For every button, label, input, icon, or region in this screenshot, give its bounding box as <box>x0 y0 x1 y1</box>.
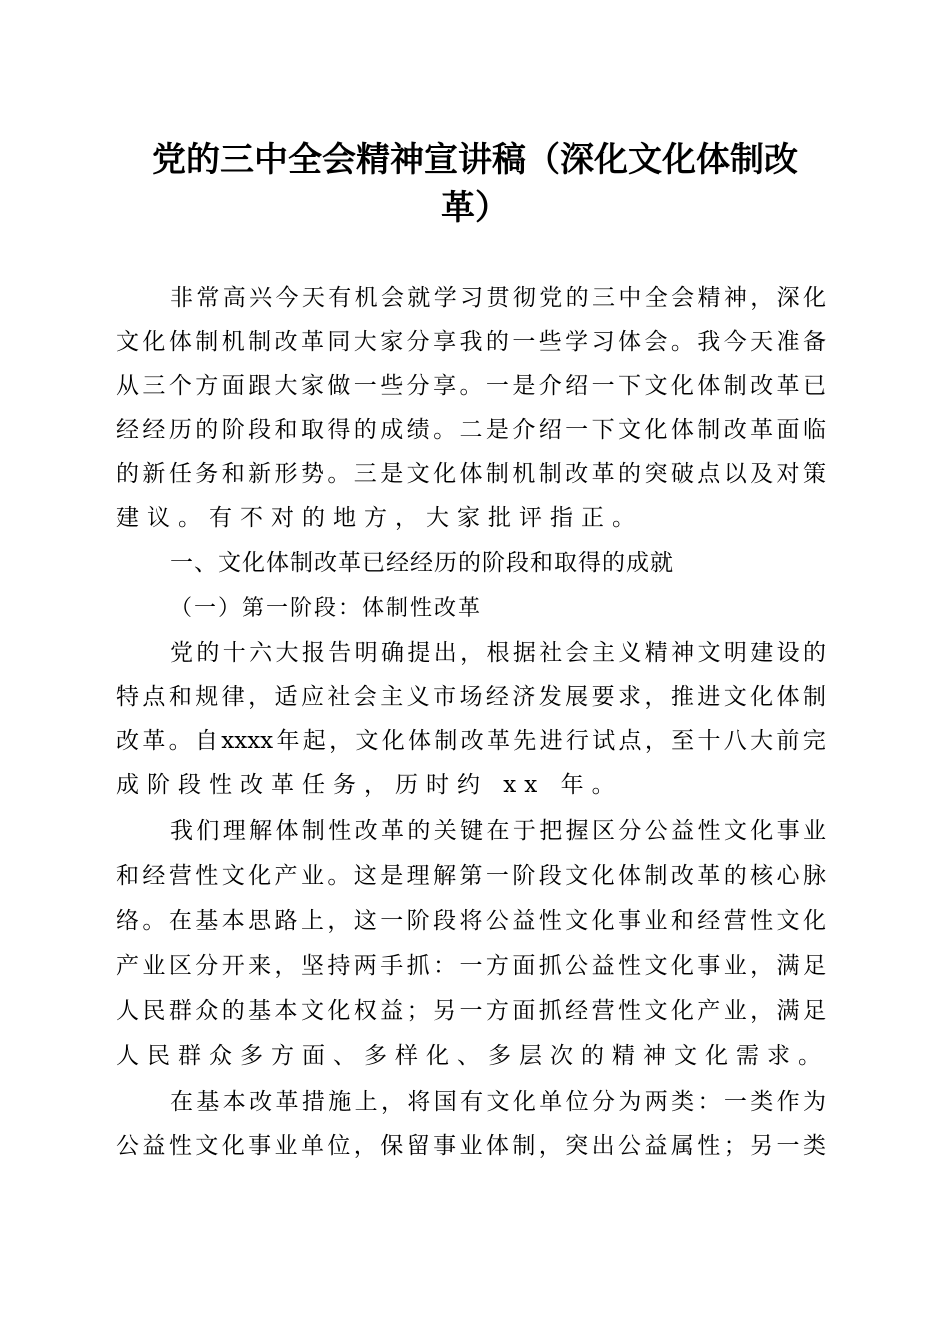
paragraph-3-line-6: 人民群众多方面、多样化、多层次的精神文化需求。 <box>116 1043 829 1069</box>
paragraph-3-line-3: 络 。 在 基 本 思 路 上 ， 这 一 阶 段 将 公 益 性 文 化 事 业 和 经 营 性 文 化 <box>116 908 826 934</box>
section-heading-1: 一、文化体制改革已经经历的阶段和取得的成就 <box>170 550 674 576</box>
paragraph-2-line-2: 特 点 和 规 律 ， 适 应 社 会 主 义 市 场 经 济 发 展 要 求 ， 推 进 文 化 体 制 <box>116 684 826 710</box>
paragraph-4-line-2: 公 益 性 文 化 事 业 单 位 ， 保 留 事 业 体 制 ， 突 出 公 益 属 性 ； 另 一 类 <box>116 1133 826 1159</box>
paragraph-1-line-3: 从 三 个 方 面 跟 大 家 做 一 些 分 享 。 一 是 介 绍 一 下 文 化 体 制 改 革 已 <box>116 373 826 399</box>
paragraph-1-line-6: 建议。有不对的地方，大家批评指正。 <box>116 505 643 531</box>
document-title-line-2: 革） <box>441 188 509 228</box>
paragraph-3-line-4: 产 业 区 分 开 来 ， 坚 持 两 手 抓 ： 一 方 面 抓 公 益 性 文 化 事 业 ， 满 足 <box>116 953 826 979</box>
paragraph-2-line-3: 改 革 。 自 xxxx 年 起 ， 文 化 体 制 改 革 先 进 行 试 点 ， 至 十 八 大 前 完 <box>116 728 826 754</box>
paragraph-3-line-5: 人 民 群 众 的 基 本 文 化 权 益 ； 另 一 方 面 抓 经 营 性 文 化 产 业 ， 满 足 <box>116 998 826 1024</box>
paragraph-2-line-4: 成阶段性改革任务，历时约 xx 年。 <box>116 772 623 798</box>
paragraph-1-line-4: 经 经 历 的 阶 段 和 取 得 的 成 绩 。 二 是 介 绍 一 下 文 化 体 制 改 革 面 临 <box>116 417 826 443</box>
paragraph-3-line-2: 和 经 营 性 文 化 产 业 。 这 是 理 解 第 一 阶 段 文 化 体 制 改 革 的 核 心 脉 <box>116 863 826 889</box>
paragraph-1-line-2: 文 化 体 制 机 制 改 革 同 大 家 分 享 我 的 一 些 学 习 体 会 。 我 今 天 准 备 <box>116 329 826 355</box>
subsection-heading-1: （一）第一阶段：体制性改革 <box>170 596 483 621</box>
paragraph-2-line-1: 党 的 十 六 大 报 告 明 确 提 出 ， 根 据 社 会 主 义 精 神 文 明 建 设 的 <box>170 640 826 666</box>
paragraph-1-line-5: 的 新 任 务 和 新 形 势 。 三 是 文 化 体 制 机 制 改 革 的 突 破 点 以 及 对 策 <box>116 461 826 487</box>
paragraph-3-line-1: 我 们 理 解 体 制 性 改 革 的 关 键 在 于 把 握 区 分 公 益 性 文 化 事 业 <box>170 818 826 844</box>
paragraph-4-line-1: 在 基 本 改 革 措 施 上 ， 将 国 有 文 化 单 位 分 为 两 类 ： 一 类 作 为 <box>170 1089 826 1115</box>
paragraph-1-line-1: 非 常 高 兴 今 天 有 机 会 就 学 习 贯 彻 党 的 三 中 全 会 精 神 ， 深 化 <box>170 285 826 311</box>
document-title-line-1: 党的三中全会精神宣讲稿（深化文化体制改 <box>152 140 798 180</box>
